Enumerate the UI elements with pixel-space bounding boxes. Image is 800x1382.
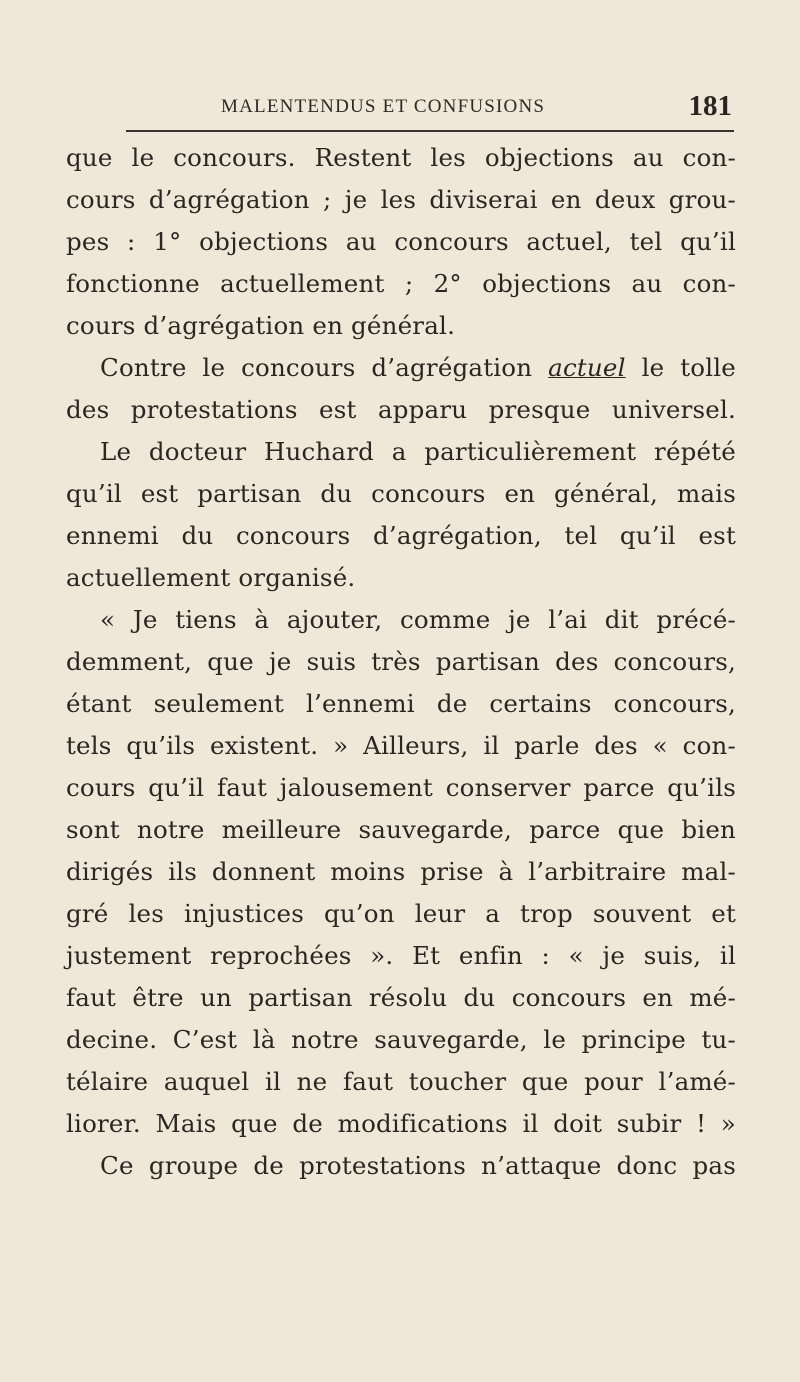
text-line: demment, que je suis très partisan des concours, (66, 647, 736, 676)
text-line: pes : 1° objections au concours actuel, tel qu’il (66, 227, 736, 256)
running-head (66, 92, 736, 122)
text-line: dirigés ils donnent moins prise à l’arbitraire mal- (66, 857, 736, 886)
text-line: Le docteur Huchard a particulièrement répété (100, 437, 736, 466)
line-suffix: le tolle (641, 353, 736, 382)
text-line: liorer. Mais que de modifications il doit subir ! » (66, 1109, 736, 1138)
text-line: decine. C’est là notre sauvegarde, le principe tu- (66, 1025, 736, 1054)
text-line: cours d’agrégation en général. (66, 311, 456, 340)
text-line: qu’il est partisan du concours en général, mais (66, 479, 736, 508)
text-line: « Je tiens à ajouter, comme je l’ai dit précé- (100, 605, 736, 634)
text-line: actuellement organisé. (66, 563, 356, 592)
text-line: des protestations est apparu presque universel. (66, 395, 736, 424)
text-line: cours qu’il faut jalousement conserver parce qu’ils (66, 773, 736, 802)
text-line: télaire auquel il ne faut toucher que pour l’amé- (66, 1067, 736, 1096)
text-line: Ce groupe de protestations n’attaque donc pas (100, 1151, 736, 1180)
text-line: fonctionne actuellement ; 2° objections au con- (66, 269, 736, 298)
text-line: que le concours. Restent les objections au con- (66, 143, 736, 172)
line-prefix: Contre le concours d’agrégation (100, 353, 533, 382)
text-line: sont notre meilleure sauvegarde, parce que bien (66, 815, 736, 844)
text-line: ennemi du concours d’agrégation, tel qu’il est (66, 521, 736, 550)
text-line: cours d’agrégation ; je les diviserai en deux grou- (66, 185, 736, 214)
body-text (66, 137, 736, 1187)
text-line: étant seulement l’ennemi de certains concours, (66, 689, 736, 718)
text-line: tels qu’ils existent. » Ailleurs, il parle des « con- (66, 731, 736, 760)
text-line: gré les injustices qu’on leur a trop souvent et (66, 899, 736, 928)
text-line: faut être un partisan résolu du concours en mé- (66, 983, 736, 1012)
text-line: justement reprochées ». Et enfin : « je suis, il (66, 941, 736, 970)
running-title: MALENTENDUS ET CONFUSIONS (221, 96, 546, 117)
header-rule (126, 130, 734, 132)
italic-word: actuel (548, 353, 626, 382)
text-line-with-italic (66, 347, 736, 389)
book-page (66, 0, 736, 1382)
page-number: 181 (688, 90, 732, 122)
